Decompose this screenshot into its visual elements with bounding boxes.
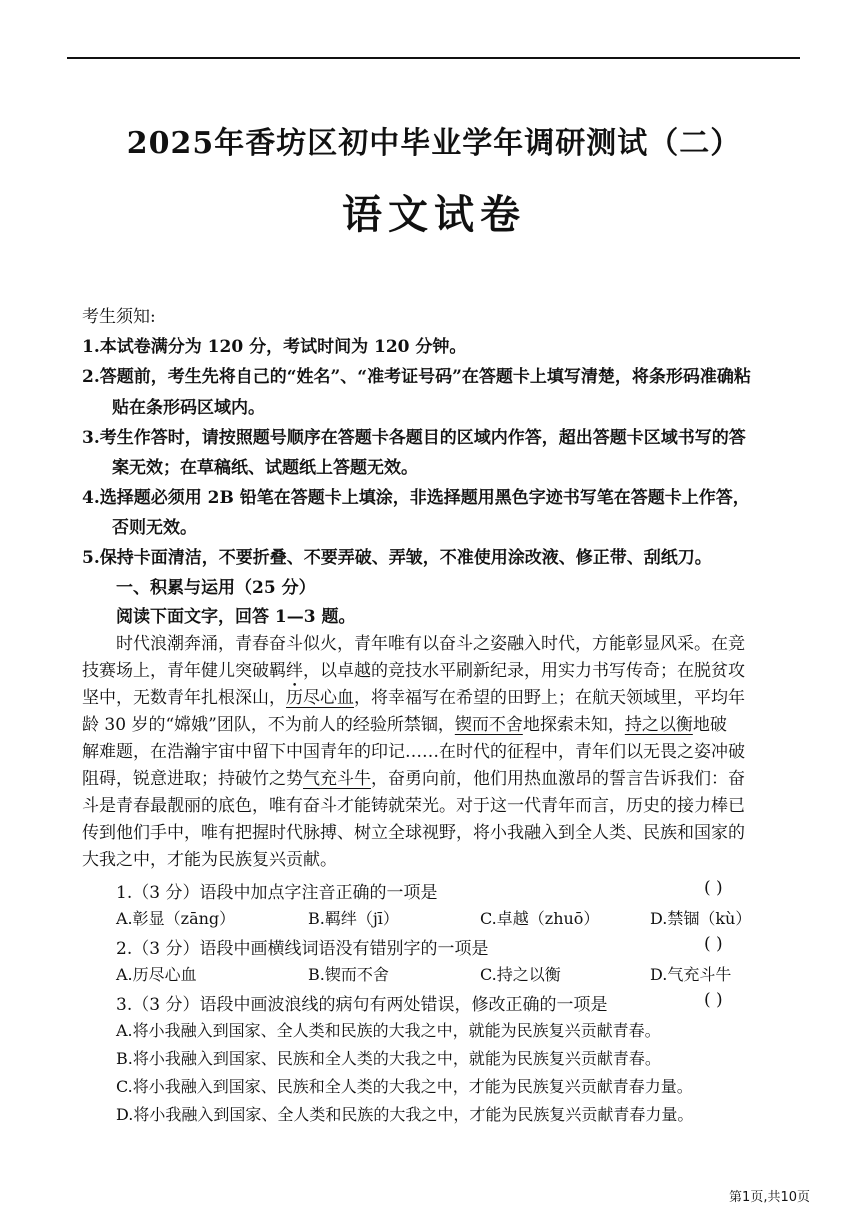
passage-line-7: 斗是青春最靓丽的底色，唯有奋斗才能铸就荣光。对于这一代青年而言，历史的接力棒已 bbox=[82, 796, 745, 816]
notice-item-3-cont: 案无效；在草稿纸、试题纸上答题无效。 bbox=[112, 458, 418, 478]
question-1-answer-paren: ( ) bbox=[704, 878, 723, 898]
question-1-option-c: C.卓越（zhuō） bbox=[480, 909, 600, 928]
passage-line-8: 传到他们手中，唯有把握时代脉搏、树立全球视野，将小我融入到全人类、民族和国家的 bbox=[82, 823, 745, 843]
question-3-option-d: D.将小我融入到国家、全人类和民族的大我之中，才能为民族复兴贡献青春力量。 bbox=[116, 1105, 694, 1124]
question-2-option-d: D.气充斗牛 bbox=[650, 965, 732, 984]
section-instruction: 阅读下面文字，回答 1—3 题。 bbox=[116, 607, 356, 627]
section-heading: 一、积累与运用（25 分） bbox=[116, 578, 316, 598]
underlined-phrase-1: 历尽心血 bbox=[286, 688, 354, 708]
question-2-stem: 2.（3 分）语段中画横线词语没有错别字的一项是 bbox=[116, 939, 489, 959]
underlined-phrase-3: 持之以衡 bbox=[624, 715, 693, 735]
question-3-option-c: C.将小我融入到国家、民族和全人类的大我之中，才能为民族复兴贡献青春力量。 bbox=[116, 1077, 693, 1096]
notice-item-2-cont: 贴在条形码区域内。 bbox=[112, 398, 265, 418]
passage-line-6: 阻碍，锐意进取；持破竹之势气充斗牛，奋勇向前，他们用热血激昂的誓言告诉我们：奋 bbox=[82, 769, 745, 789]
notice-item-1: 1.本试卷满分为 120 分，考试时间为 120 分钟。 bbox=[82, 337, 467, 357]
underlined-phrase-4: 气充斗牛 bbox=[303, 769, 371, 789]
passage-line-1: 时代浪潮奔涌，青春奋斗似火，青年唯有以奋斗之姿融入时代，方能彰显风采。在竞 bbox=[116, 634, 745, 654]
exam-title: 2025年香坊区初中毕业学年调研测试（二） bbox=[126, 126, 742, 161]
question-2-option-a: A.历尽心血 bbox=[116, 965, 197, 984]
notice-item-4: 4.选择题必须用 2B 铅笔在答题卡上填涂，非选择题用黑色字迹书写笔在答题卡上作答， bbox=[82, 488, 750, 508]
notice-item-5: 5.保持卡面清洁，不要折叠、不要弄破、弄皱，不准使用涂改液、修正带、刮纸刀。 bbox=[82, 548, 712, 568]
question-3-option-b: B.将小我融入到国家、民族和全人类的大我之中，就能为民族复兴贡献青春。 bbox=[116, 1049, 661, 1068]
question-2-option-c: C.持之以衡 bbox=[480, 965, 561, 984]
notice-item-2: 2.答题前，考生先将自己的“姓名”、“准考证号码”在答题卡上填写清楚，将条形码准确粘 bbox=[82, 367, 751, 387]
paper-title: 语文试卷 bbox=[342, 191, 526, 238]
question-2-option-b: B.锲而不舍 bbox=[308, 965, 389, 984]
notice-item-3: 3.考生作答时，请按照题号顺序在答题卡各题目的区域内作答，超出答题卡区域书写的答 bbox=[82, 428, 746, 448]
passage-line-2: 技赛场上，青年健儿突破羁绊，以卓越的竞技水平刷新纪录，用实力书写传奇；在脱贫攻 bbox=[82, 661, 745, 681]
question-3-option-a: A.将小我融入到国家、全人类和民族的大我之中，就能为民族复兴贡献青春。 bbox=[116, 1021, 661, 1040]
question-3-stem: 3.（3 分）语段中画波浪线的病句有两处错误，修改正确的一项是 bbox=[116, 995, 608, 1015]
page-number: 第1页,共10页 bbox=[729, 1190, 810, 1205]
passage-line-3: 坚中，无数青年扎根深山，历尽心血，将幸福写在希望的田野上；在航天领域里，平均年 bbox=[82, 688, 745, 708]
underlined-phrase-2: 锲而不舍 bbox=[454, 715, 523, 735]
dotted-char: 绊 bbox=[286, 661, 303, 681]
question-1-stem: 1.（3 分）语段中加点字注音正确的一项是 bbox=[116, 883, 438, 903]
passage-line-9: 大我之中，才能为民族复兴贡献。 bbox=[82, 850, 337, 870]
question-2-answer-paren: ( ) bbox=[704, 934, 723, 954]
question-1-option-b: B.羁绊（jī） bbox=[308, 909, 399, 928]
question-1-option-d: D.禁锢（kù） bbox=[650, 909, 752, 928]
question-1-option-a: A.彰显（zāng） bbox=[116, 909, 236, 928]
passage-line-4: 龄 30 岁的“嫦娥”团队，不为前人的经验所禁锢，锲而不舍地探索未知，持之以衡地破 bbox=[82, 715, 727, 735]
question-3-answer-paren: ( ) bbox=[704, 990, 723, 1010]
notice-heading: 考生须知: bbox=[82, 307, 156, 327]
notice-item-4-cont: 否则无效。 bbox=[112, 518, 197, 538]
passage-line-5: 解难题，在浩瀚宇宙中留下中国青年的印记……在时代的征程中，青年们以无畏之姿冲破 bbox=[82, 742, 745, 762]
top-rule bbox=[67, 57, 800, 59]
